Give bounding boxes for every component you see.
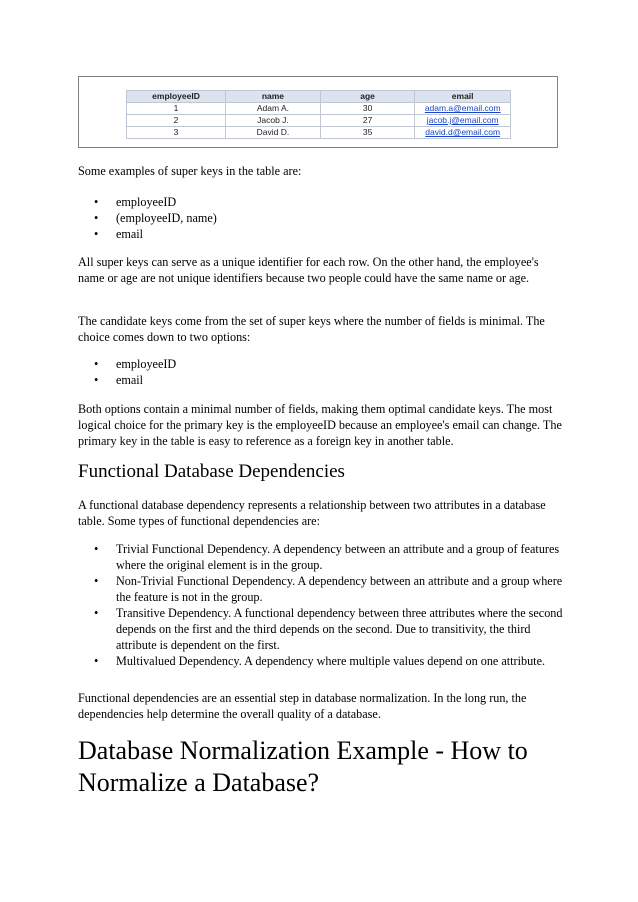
table-cell: 1 [127,103,226,115]
functional-dependency-intro: A functional database dependency represents a relationship between two attributes in a database table. Some types of functional dependencies are: [78,498,546,528]
table-cell: Adam A. [226,103,321,115]
section-heading-large: Database Normalization Example - How to Normalize a Database? [78,736,528,797]
list-item: • Trivial Functional Dependency. A dependency between an attribute and a group of features where the original element is in the group. [94,542,560,572]
email-link[interactable]: jacob.j@email.com [415,115,511,127]
super-keys-explanation: All super keys can serve as a unique identifier for each row. On the other hand, the employee's name or age are not unique identifiers because two people could have the same name or age. [78,255,539,285]
list-item: • email [94,373,144,387]
employee-table [126,90,511,139]
bullet: • [94,373,99,387]
table-figure [78,76,558,148]
bullet: • [94,357,99,371]
table-cell: 27 [320,115,414,127]
list-item: • Non-Trivial Functional Dependency. A dependency between an attribute and a group where the feature is not in the group. [94,574,563,604]
column-header: employeeID [127,91,226,103]
bullet: • [94,574,99,588]
table-cell: 2 [127,115,226,127]
bullet: • [94,195,99,209]
table-cell: David D. [226,127,321,139]
candidate-keys-explanation: Both options contain a minimal number of fields, making them optimal candidate keys. The most logical choice for the primary key is the employeeID because an employee's email can change. The primary key in the table is easy to reference as a foreign key in another table. [78,402,562,448]
bullet: • [94,542,99,556]
bullet: • [94,227,99,241]
table-cell: 30 [320,103,414,115]
table-row [127,103,511,115]
list-item: • employeeID [94,357,177,371]
bullet: • [94,654,99,668]
section-heading: Functional Database Dependencies [78,461,345,482]
column-header: email [415,91,511,103]
list-item: • (employeeID, name) [94,211,217,225]
functional-dependency-outro: Functional dependencies are an essential step in database normalization. In the long run, the dependencies help determine the overall quality of a database. [78,691,527,721]
dependency-types-list [78,541,568,669]
column-header: name [226,91,321,103]
list-item: • employeeID [94,195,177,209]
table-row [127,115,511,127]
table-cell: 35 [320,127,414,139]
table-row [127,127,511,139]
list-item: • Multivalued Dependency. A dependency where multiple values depend on one attribute. [94,654,546,668]
email-link[interactable]: david.d@email.com [415,127,511,139]
table-cell: Jacob J. [226,115,321,127]
bullet: • [94,211,99,225]
column-header: age [320,91,414,103]
list-item: • Transitive Dependency. A functional dependency between three attributes where the second depends on the first and the third depends on the second. Due to transitivity, the third attribute is dependent on the first. [94,606,563,652]
super-keys-list [78,194,568,242]
list-item: • email [94,227,144,241]
candidate-keys-list [78,356,568,388]
table-header-row [127,91,511,103]
candidate-keys-intro: The candidate keys come from the set of super keys where the number of fields is minimal. The choice comes down to two options: [78,314,545,344]
table-cell: 3 [127,127,226,139]
bullet: • [94,606,99,620]
email-link[interactable]: adam.a@email.com [415,103,511,115]
super-keys-intro: Some examples of super keys in the table are: [78,164,302,178]
